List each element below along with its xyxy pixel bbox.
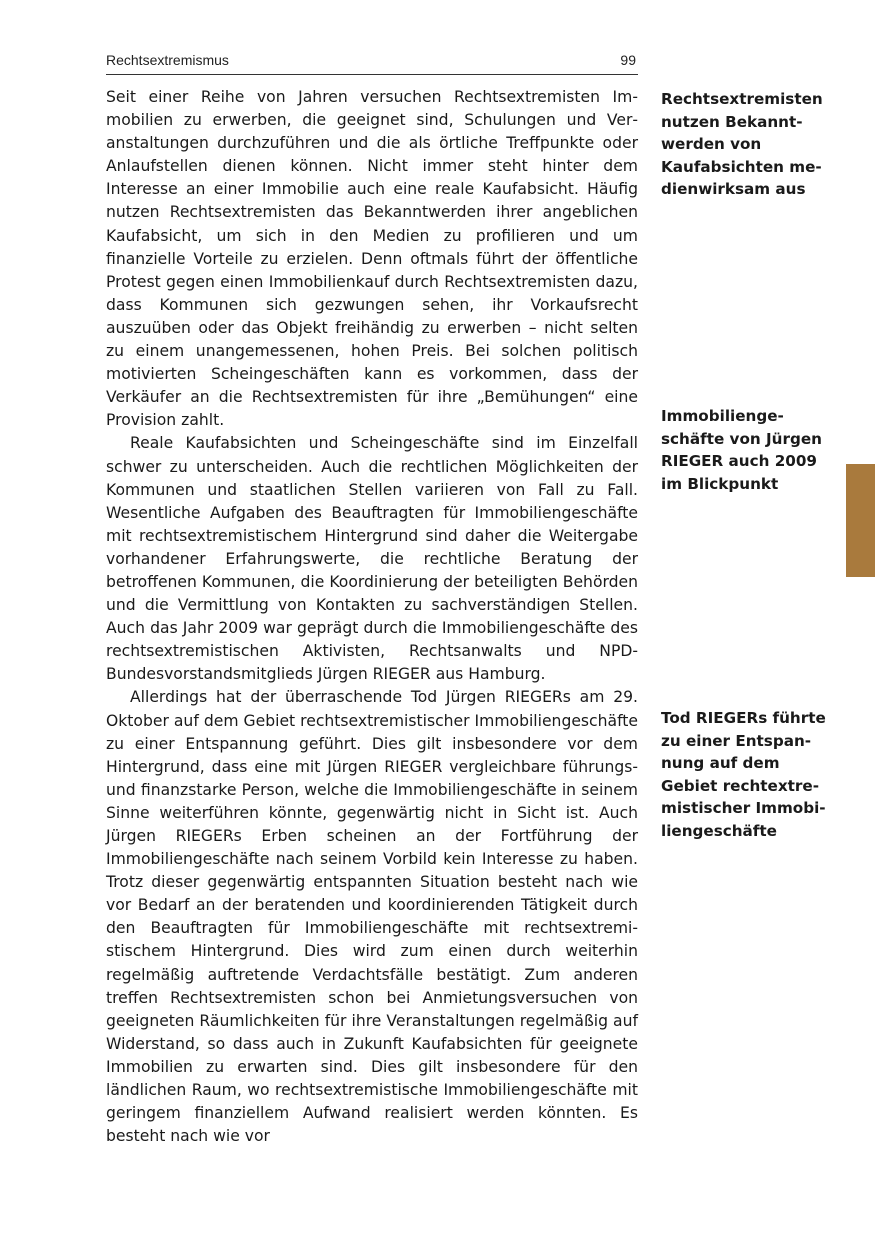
paragraph-3: Allerdings hat der überraschende Tod Jürgen RIEGERs am 29. Oktober auf dem Gebiet rechtsextremistischer Immobiliengeschäfte zu einer Entspannung geführt. Dies gilt insbesondere vor dem Hintergrund, dass eine mit Jürgen RIEGER vergleichbare führungs- und finanzstarke Person, welche die Immobiliengeschäfte in seinem Sinne weiterführen könnte, gegenwärtig nicht in Sicht ist. Auch Jürgen RIEGERs Erben scheinen an der Fortführung der Immobiliengeschäfte nach seinem Vorbild kein Interesse zu haben. Trotz dieser gegenwärtig entspannten Situation besteht nach wie vor Bedarf an der beratenden und koordinierenden Tätigkeit durch den Beauftragten für Immobiliengeschäfte mit rechtsextremistischem Hintergrund. Dies wird zum einen durch weiterhin regelmäßig auftretende Verdachtsfälle bestätigt. Zum anderen treffen Rechtsextremisten schon bei Anmietungsversuchen von geeigneten Räumlichkeiten für ihre Veranstaltungen regelmäßig auf Widerstand, so dass auch in Zukunft Kaufabsichten für geeignete Immobilien zu erwarten sind. Dies gilt insbesondere für den ländlichen Raum, wo rechtsextremistische Immobiliengeschäfte mit geringem finanziellem Aufwand realisiert werden könnten. Es besteht nach wie vor xyxy=(106,688,638,1146)
marginal-note-1 xyxy=(661,88,831,201)
marginal-note-line: nung auf dem xyxy=(661,754,780,772)
body-text xyxy=(106,86,638,1148)
marginal-note-line: Tod RIEGERs führte xyxy=(661,709,826,727)
marginal-note-line: Immobilienge- xyxy=(661,407,784,425)
marginal-note-line: zu einer Entspan- xyxy=(661,731,812,750)
marginal-note-2 xyxy=(661,405,831,495)
marginal-note-line: Kaufabsichten me- xyxy=(661,157,822,176)
paragraph-1: Seit einer Reihe von Jahren versuchen Rechtsextremisten Immobilien zu erwerben, die geeignet sind, Schulungen und Veranstaltungen durchzuführen und die als örtliche Treffpunkte oder Anlaufstellen dienen können. Nicht immer steht hinter dem Interesse an einer Immobilie auch eine reale Kaufabsicht. Häufig nutzen Rechtsextremisten das Bekanntwerden ihrer angeblichen Kaufabsicht, um sich in den Medien zu profilieren und um finanzielle Vorteile zu erzielen. Denn oftmals führt der öffentliche Protest gegen einen Immobilienkauf durch Rechtsextremisten dazu, dass Kommunen sich gezwungen sehen, ihr Vorkaufsrecht auszuüben oder das Objekt freihändig zu erwerben – nicht selten zu einem unangemessenen, hohen Preis. Bei solchen politisch motivierten Scheingeschäften kann es vorkommen, dass der Verkäufer an die Rechtsextremisten für ihre „Bemühungen“ eine Provision zahlt. xyxy=(106,88,638,430)
running-header xyxy=(106,52,638,75)
marginal-note-line: RIEGER auch 2009 xyxy=(661,452,817,470)
marginal-note-line: Gebiet rechtextre- xyxy=(661,776,820,795)
section-title: Rechtsextremismus xyxy=(106,52,229,68)
chapter-thumb-tab xyxy=(846,464,875,577)
marginal-note-line: mistischer Immobi- xyxy=(661,799,826,817)
marginal-note-line: werden von xyxy=(661,135,762,153)
marginal-note-line: im Blickpunkt xyxy=(661,474,779,493)
marginal-note-line: liengeschäfte xyxy=(661,821,777,840)
page-number: 99 xyxy=(620,52,636,68)
marginal-note-line: dienwirksam aus xyxy=(661,180,806,198)
marginal-note-3 xyxy=(661,707,831,842)
marginal-note-line: schäfte von Jürgen xyxy=(661,429,822,448)
paragraph-2: Reale Kaufabsichten und Scheingeschäfte sind im Einzelfall schwer zu unterscheiden. Auch die rechtlichen Möglichkeiten der Kommunen und staatlichen Stellen variieren von Fall zu Fall. Wesentliche Aufgaben des Beauftragten für Immobiliengeschäfte mit rechtsextremistischem Hintergrund sind daher die Weitergabe vorhandener Erfahrungswerte, die rechtliche Beratung der betroffenen Kommunen, die Koordinierung der beteiligten Behörden und die Vermittlung von Kontakten zu sachverständigen Stellen. Auch das Jahr 2009 war geprägt durch die Immobiliengeschäfte des rechtsextremistischen Aktivisten, Rechtsanwalts und NPD-Bundesvorstandsmitglieds Jürgen RIEGER aus Hamburg. xyxy=(106,434,638,684)
marginal-note-line: nutzen Bekannt- xyxy=(661,112,803,131)
marginal-note-line: Rechtsextremisten xyxy=(661,90,823,108)
